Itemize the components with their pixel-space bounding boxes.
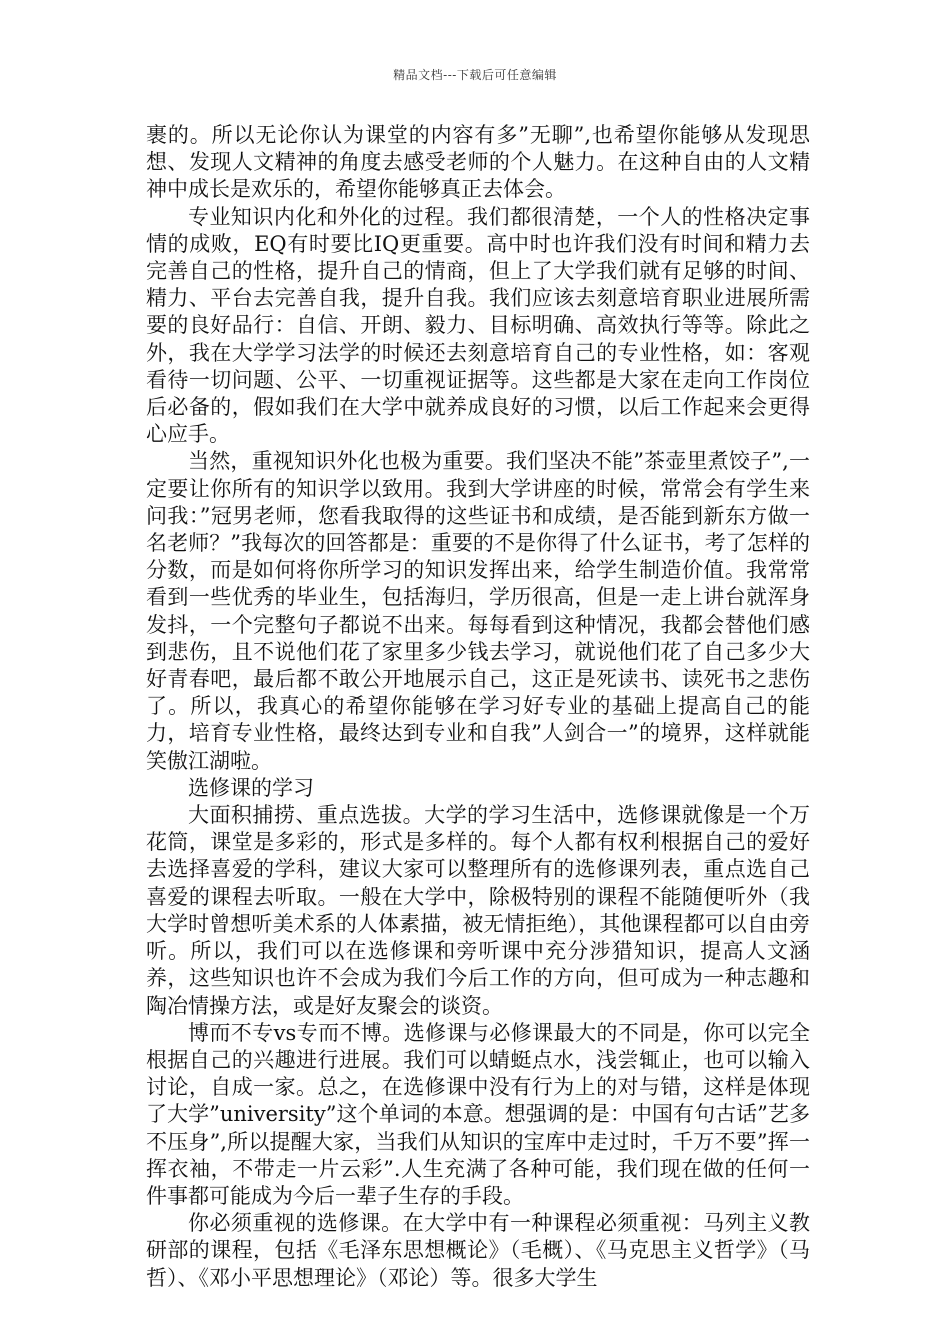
paragraph-broad-selection: 大面积捕捞、重点选拔。大学的学习生活中，选修课就像是一个万花筒，课堂是多彩的，形式是多样的。每个人都有权利根据自己的爱好去选择喜爱的学科，建议大家可以整理所有的选修课列表，重点选自己喜爱的课程去听取。一般在大学中，除极特别的课程不能随便听外（我大学时曾想听美术系的人体素描，被无情拒绝），其他课程都可以自由旁听。所以，我们可以在选修课和旁听课中充分涉猎知识，提高人文涵养，这些知识也许不会成为我们今后工作的方向，但可成为一种志趣和陶冶情操方法，或是好友聚会的谈资。 — [146, 803, 810, 1018]
paragraph-continuation: 裹的。所以无论你认为课堂的内容有多”无聊”,也希望你能够从发现思想、发现人文精神的角度去感受老师的个人魅力。在这种自由的人文精神中成长是欢乐的，希望你能够真正去体会。 — [146, 123, 810, 202]
paragraph-knowledge-externalization: 当然，重视知识外化也极为重要。我们坚决不能”茶壶里煮饺子”,一定要让你所有的知识学以致用。我到大学讲座的时候，常常会有学生来问我：”冠男老师，您看我取得的这些证书和成绩，是否能到新东方做一名老师？”我每次的回答都是：重要的不是你得了什么证书，考了怎样的分数，而是如何将你所学习的知识发挥出来，给学生制造价值。我常常看到一些优秀的毕业生，包括海归，学历很高，但是一走上讲台就浑身发抖，一个完整句子都说不出来。每每看到这种情况，我都会替他们感到悲伤，且不说他们花了家里多少钱去学习，就说他们花了自己多少大好青春吧，最后都不敢公开地展示自己，这正是死读书、读死书之悲伤了。所以，我真心的希望你能够在学习好专业的基础上提高自己的能力，培育专业性格，最终达到专业和自我”人剑合一”的境界，这样就能笑傲江湖啦。 — [146, 449, 810, 773]
section-heading-elective-courses: 选修课的学习 — [188, 775, 314, 800]
page-header: 精品文档---下载后可任意编辑 — [393, 68, 557, 82]
document-body — [146, 122, 810, 1292]
paragraph-breadth-vs-depth: 博而不专vs专而不博。选修课与必修课最大的不同是，你可以完全根据自己的兴趣进行进展。我们可以蜻蜓点水，浅尝辄止，也可以输入讨论，自成一家。总之，在选修课中没有行为上的对与错，这样是体现了大学”university”这个单词的本意。想强调的是：中国有句古话”艺多不压身”,所以提醒大家，当我们从知识的宝库中走过时，千万不要”挥一挥衣袖，不带走一片云彩”.人生充满了各种可能，我们现在做的任何一件事都可能成为今后一辈子生存的手段。 — [146, 1020, 810, 1208]
paragraph-knowledge-internalization: 专业知识内化和外化的过程。我们都很清楚，一个人的性格决定事情的成败，EQ有时要比IQ更重要。高中时也许我们没有时间和精力去完善自己的性格，提升自己的情商，但上了大学我们就有足够的时间、精力、平台去完善自我，提升自我。我们应该去刻意培育职业进展所需要的良好品行：自信、开朗、毅力、目标明确、高效执行等等。除此之外，我在大学学习法学的时候还去刻意培育自己的专业性格，如：客观看待一切问题、公平、一切重视证据等。这些都是大家在走向工作岗位后必备的，假如我们在大学中就养成良好的习惯，以后工作起来会更得心应手。 — [146, 204, 810, 447]
paragraph-required-electives: 你必须重视的选修课。在大学中有一种课程必须重视：马列主义教研部的课程，包括《毛泽东思想概论》（毛概）、《马克思主义哲学》（马哲）、《邓小平思想理论》（邓论）等。很多大学生 — [146, 1211, 810, 1290]
